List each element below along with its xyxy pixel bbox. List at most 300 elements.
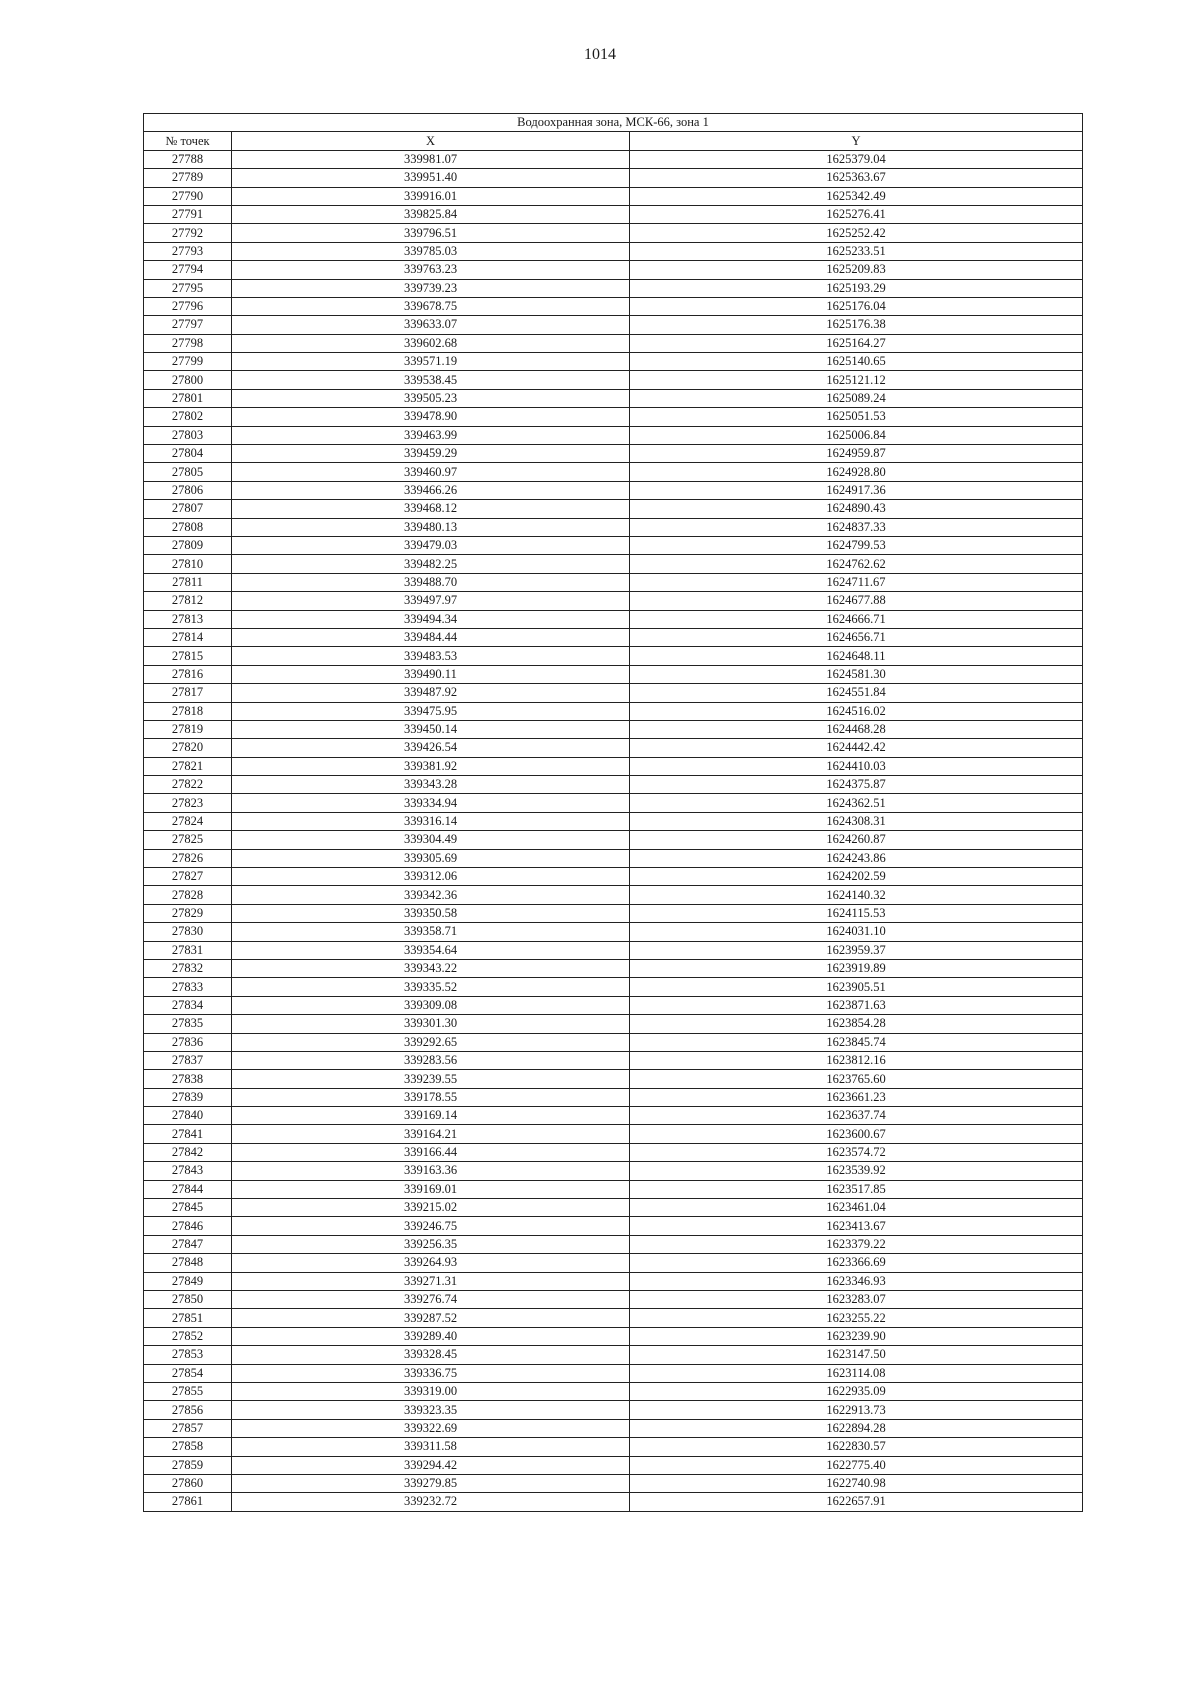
table-row: [144, 886, 1083, 904]
x-cell: 339312.06: [232, 868, 630, 886]
y-cell: 1623239.90: [630, 1327, 1083, 1345]
x-cell: 339304.49: [232, 831, 630, 849]
point-number-cell: 27790: [144, 187, 232, 205]
y-cell: 1625176.38: [630, 316, 1083, 334]
y-cell: 1624031.10: [630, 923, 1083, 941]
x-cell: 339426.54: [232, 739, 630, 757]
y-cell: 1624260.87: [630, 831, 1083, 849]
point-number-cell: 27847: [144, 1235, 232, 1253]
point-number-cell: 27835: [144, 1015, 232, 1033]
point-number-cell: 27832: [144, 959, 232, 977]
x-cell: 339538.45: [232, 371, 630, 389]
table-row: [144, 1125, 1083, 1143]
table-row: [144, 187, 1083, 205]
y-cell: 1622740.98: [630, 1474, 1083, 1492]
x-cell: 339479.03: [232, 536, 630, 554]
table-row: [144, 1456, 1083, 1474]
y-cell: 1623346.93: [630, 1272, 1083, 1290]
y-cell: 1625121.12: [630, 371, 1083, 389]
x-cell: 339951.40: [232, 169, 630, 187]
y-cell: 1622935.09: [630, 1382, 1083, 1400]
x-cell: 339480.13: [232, 518, 630, 536]
table-row: [144, 261, 1083, 279]
y-cell: 1624890.43: [630, 500, 1083, 518]
point-number-cell: 27839: [144, 1088, 232, 1106]
table-row: [144, 1493, 1083, 1511]
x-cell: 339336.75: [232, 1364, 630, 1382]
point-number-cell: 27856: [144, 1401, 232, 1419]
point-number-cell: 27858: [144, 1438, 232, 1456]
y-cell: 1625176.04: [630, 297, 1083, 315]
point-number-cell: 27861: [144, 1493, 232, 1511]
y-cell: 1623255.22: [630, 1309, 1083, 1327]
x-cell: 339478.90: [232, 408, 630, 426]
y-cell: 1623600.67: [630, 1125, 1083, 1143]
table-row: [144, 242, 1083, 260]
table-row: [144, 647, 1083, 665]
point-number-cell: 27836: [144, 1033, 232, 1051]
x-cell: 339494.34: [232, 610, 630, 628]
x-cell: 339981.07: [232, 150, 630, 168]
x-cell: 339319.00: [232, 1382, 630, 1400]
y-cell: 1623637.74: [630, 1107, 1083, 1125]
y-cell: 1624648.11: [630, 647, 1083, 665]
table-row: [144, 996, 1083, 1014]
point-number-cell: 27799: [144, 353, 232, 371]
point-number-cell: 27814: [144, 628, 232, 646]
table-row: [144, 702, 1083, 720]
point-number-cell: 27854: [144, 1364, 232, 1382]
y-cell: 1624656.71: [630, 628, 1083, 646]
x-cell: 339256.35: [232, 1235, 630, 1253]
point-number-cell: 27852: [144, 1327, 232, 1345]
x-cell: 339916.01: [232, 187, 630, 205]
point-number-cell: 27853: [144, 1346, 232, 1364]
table-row: [144, 628, 1083, 646]
table-row: [144, 812, 1083, 830]
table-row: [144, 904, 1083, 922]
point-number-cell: 27807: [144, 500, 232, 518]
point-number-cell: 27821: [144, 757, 232, 775]
y-cell: 1624928.80: [630, 463, 1083, 481]
x-cell: 339163.36: [232, 1162, 630, 1180]
table-row: [144, 1419, 1083, 1437]
point-number-cell: 27834: [144, 996, 232, 1014]
point-number-cell: 27813: [144, 610, 232, 628]
y-cell: 1625089.24: [630, 389, 1083, 407]
table-row: [144, 1107, 1083, 1125]
x-cell: 339309.08: [232, 996, 630, 1014]
table-row: [144, 959, 1083, 977]
table-row: [144, 518, 1083, 536]
y-cell: 1625051.53: [630, 408, 1083, 426]
table-row: [144, 923, 1083, 941]
point-number-cell: 27803: [144, 426, 232, 444]
table-row: [144, 1162, 1083, 1180]
page-number: 1014: [584, 46, 616, 63]
table-row: [144, 536, 1083, 554]
point-number-cell: 27788: [144, 150, 232, 168]
y-cell: 1624410.03: [630, 757, 1083, 775]
x-cell: 339483.53: [232, 647, 630, 665]
table-row: [144, 1474, 1083, 1492]
x-cell: 339488.70: [232, 573, 630, 591]
y-cell: 1624799.53: [630, 536, 1083, 554]
point-number-cell: 27808: [144, 518, 232, 536]
point-number-cell: 27802: [144, 408, 232, 426]
point-number-cell: 27817: [144, 684, 232, 702]
x-cell: 339482.25: [232, 555, 630, 573]
table-row: [144, 1364, 1083, 1382]
table-header-row: [144, 132, 1083, 150]
table-row: [144, 978, 1083, 996]
y-cell: 1623114.08: [630, 1364, 1083, 1382]
y-cell: 1624917.36: [630, 481, 1083, 499]
point-number-cell: 27789: [144, 169, 232, 187]
table-row: [144, 831, 1083, 849]
point-number-cell: 27845: [144, 1199, 232, 1217]
table-row: [144, 1401, 1083, 1419]
x-cell: 339294.42: [232, 1456, 630, 1474]
table-row: [144, 1217, 1083, 1235]
point-number-cell: 27798: [144, 334, 232, 352]
table-row: [144, 739, 1083, 757]
x-cell: 339602.68: [232, 334, 630, 352]
x-cell: 339678.75: [232, 297, 630, 315]
column-header-x: X: [232, 132, 630, 150]
y-cell: 1625209.83: [630, 261, 1083, 279]
table-row: [144, 610, 1083, 628]
y-cell: 1625164.27: [630, 334, 1083, 352]
table-row: [144, 1070, 1083, 1088]
column-header-point-number: № точек: [144, 132, 232, 150]
y-cell: 1623413.67: [630, 1217, 1083, 1235]
table-row: [144, 334, 1083, 352]
point-number-cell: 27826: [144, 849, 232, 867]
table-row: [144, 1088, 1083, 1106]
point-number-cell: 27840: [144, 1107, 232, 1125]
y-cell: 1624959.87: [630, 445, 1083, 463]
x-cell: 339459.29: [232, 445, 630, 463]
y-cell: 1622775.40: [630, 1456, 1083, 1474]
x-cell: 339301.30: [232, 1015, 630, 1033]
y-cell: 1623919.89: [630, 959, 1083, 977]
x-cell: 339322.69: [232, 1419, 630, 1437]
x-cell: 339232.72: [232, 1493, 630, 1511]
x-cell: 339279.85: [232, 1474, 630, 1492]
point-number-cell: 27795: [144, 279, 232, 297]
table-row: [144, 1291, 1083, 1309]
table-row: [144, 1309, 1083, 1327]
point-number-cell: 27846: [144, 1217, 232, 1235]
point-number-cell: 27816: [144, 665, 232, 683]
point-number-cell: 27810: [144, 555, 232, 573]
x-cell: 339316.14: [232, 812, 630, 830]
y-cell: 1624140.32: [630, 886, 1083, 904]
y-cell: 1624551.84: [630, 684, 1083, 702]
table-row: [144, 279, 1083, 297]
point-number-cell: 27812: [144, 592, 232, 610]
point-number-cell: 27841: [144, 1125, 232, 1143]
point-number-cell: 27833: [144, 978, 232, 996]
point-number-cell: 27822: [144, 776, 232, 794]
point-number-cell: 27831: [144, 941, 232, 959]
table-row: [144, 426, 1083, 444]
y-cell: 1624711.67: [630, 573, 1083, 591]
x-cell: 339633.07: [232, 316, 630, 334]
table-row: [144, 868, 1083, 886]
x-cell: 339283.56: [232, 1051, 630, 1069]
x-cell: 339334.94: [232, 794, 630, 812]
y-cell: 1623959.37: [630, 941, 1083, 959]
point-number-cell: 27823: [144, 794, 232, 812]
x-cell: 339475.95: [232, 702, 630, 720]
table-row: [144, 1254, 1083, 1272]
table-row: [144, 481, 1083, 499]
y-cell: 1624516.02: [630, 702, 1083, 720]
point-number-cell: 27819: [144, 720, 232, 738]
point-number-cell: 27824: [144, 812, 232, 830]
point-number-cell: 27791: [144, 205, 232, 223]
point-number-cell: 27844: [144, 1180, 232, 1198]
point-number-cell: 27849: [144, 1272, 232, 1290]
x-cell: 339166.44: [232, 1143, 630, 1161]
x-cell: 339739.23: [232, 279, 630, 297]
x-cell: 339490.11: [232, 665, 630, 683]
point-number-cell: 27804: [144, 445, 232, 463]
y-cell: 1624677.88: [630, 592, 1083, 610]
y-cell: 1623905.51: [630, 978, 1083, 996]
table-title-row: [144, 114, 1083, 132]
table-row: [144, 1272, 1083, 1290]
y-cell: 1625140.65: [630, 353, 1083, 371]
coordinates-table: [143, 113, 1083, 1512]
y-cell: 1622913.73: [630, 1401, 1083, 1419]
table-body: [144, 150, 1083, 1511]
table-row: [144, 389, 1083, 407]
table-row: [144, 684, 1083, 702]
table-row: [144, 757, 1083, 775]
point-number-cell: 27828: [144, 886, 232, 904]
point-number-cell: 27851: [144, 1309, 232, 1327]
point-number-cell: 27820: [144, 739, 232, 757]
point-number-cell: 27837: [144, 1051, 232, 1069]
table-row: [144, 592, 1083, 610]
point-number-cell: 27809: [144, 536, 232, 554]
point-number-cell: 27811: [144, 573, 232, 591]
y-cell: 1623661.23: [630, 1088, 1083, 1106]
x-cell: 339796.51: [232, 224, 630, 242]
table-row: [144, 500, 1083, 518]
table-row: [144, 665, 1083, 683]
x-cell: 339825.84: [232, 205, 630, 223]
y-cell: 1624375.87: [630, 776, 1083, 794]
x-cell: 339505.23: [232, 389, 630, 407]
table-row: [144, 849, 1083, 867]
y-cell: 1623854.28: [630, 1015, 1083, 1033]
y-cell: 1622657.91: [630, 1493, 1083, 1511]
y-cell: 1624115.53: [630, 904, 1083, 922]
x-cell: 339763.23: [232, 261, 630, 279]
x-cell: 339239.55: [232, 1070, 630, 1088]
y-cell: 1624762.62: [630, 555, 1083, 573]
x-cell: 339354.64: [232, 941, 630, 959]
x-cell: 339292.65: [232, 1033, 630, 1051]
y-cell: 1623539.92: [630, 1162, 1083, 1180]
point-number-cell: 27796: [144, 297, 232, 315]
x-cell: 339305.69: [232, 849, 630, 867]
y-cell: 1623147.50: [630, 1346, 1083, 1364]
table-title: Водоохранная зона, МСК-66, зона 1: [144, 114, 1083, 132]
table-row: [144, 1438, 1083, 1456]
y-cell: 1625379.04: [630, 150, 1083, 168]
y-cell: 1624468.28: [630, 720, 1083, 738]
table-row: [144, 408, 1083, 426]
x-cell: 339164.21: [232, 1125, 630, 1143]
point-number-cell: 27838: [144, 1070, 232, 1088]
x-cell: 339466.26: [232, 481, 630, 499]
x-cell: 339343.28: [232, 776, 630, 794]
x-cell: 339571.19: [232, 353, 630, 371]
y-cell: 1624308.31: [630, 812, 1083, 830]
table-row: [144, 445, 1083, 463]
table-row: [144, 1382, 1083, 1400]
x-cell: 339497.97: [232, 592, 630, 610]
y-cell: 1623379.22: [630, 1235, 1083, 1253]
x-cell: 339276.74: [232, 1291, 630, 1309]
point-number-cell: 27793: [144, 242, 232, 260]
table-row: [144, 353, 1083, 371]
point-number-cell: 27859: [144, 1456, 232, 1474]
table-row: [144, 555, 1083, 573]
table-row: [144, 1143, 1083, 1161]
y-cell: 1624837.33: [630, 518, 1083, 536]
y-cell: 1625342.49: [630, 187, 1083, 205]
y-cell: 1623574.72: [630, 1143, 1083, 1161]
x-cell: 339342.36: [232, 886, 630, 904]
column-header-y: Y: [630, 132, 1083, 150]
y-cell: 1624202.59: [630, 868, 1083, 886]
point-number-cell: 27850: [144, 1291, 232, 1309]
table-row: [144, 1180, 1083, 1198]
point-number-cell: 27829: [144, 904, 232, 922]
point-number-cell: 27825: [144, 831, 232, 849]
x-cell: 339178.55: [232, 1088, 630, 1106]
x-cell: 339381.92: [232, 757, 630, 775]
table-row: [144, 794, 1083, 812]
x-cell: 339328.45: [232, 1346, 630, 1364]
point-number-cell: 27801: [144, 389, 232, 407]
x-cell: 339169.01: [232, 1180, 630, 1198]
point-number-cell: 27806: [144, 481, 232, 499]
table-row: [144, 1033, 1083, 1051]
y-cell: 1624243.86: [630, 849, 1083, 867]
table-row: [144, 371, 1083, 389]
y-cell: 1625363.67: [630, 169, 1083, 187]
x-cell: 339463.99: [232, 426, 630, 444]
point-number-cell: 27830: [144, 923, 232, 941]
y-cell: 1623812.16: [630, 1051, 1083, 1069]
x-cell: 339264.93: [232, 1254, 630, 1272]
table-row: [144, 1015, 1083, 1033]
y-cell: 1625193.29: [630, 279, 1083, 297]
x-cell: 339450.14: [232, 720, 630, 738]
y-cell: 1625276.41: [630, 205, 1083, 223]
point-number-cell: 27848: [144, 1254, 232, 1272]
x-cell: 339487.92: [232, 684, 630, 702]
table-row: [144, 1199, 1083, 1217]
y-cell: 1623366.69: [630, 1254, 1083, 1272]
x-cell: 339323.35: [232, 1401, 630, 1419]
table-row: [144, 1051, 1083, 1069]
point-number-cell: 27818: [144, 702, 232, 720]
point-number-cell: 27800: [144, 371, 232, 389]
point-number-cell: 27794: [144, 261, 232, 279]
y-cell: 1625233.51: [630, 242, 1083, 260]
table-row: [144, 463, 1083, 481]
y-cell: 1623283.07: [630, 1291, 1083, 1309]
table-row: [144, 776, 1083, 794]
y-cell: 1624581.30: [630, 665, 1083, 683]
x-cell: 339350.58: [232, 904, 630, 922]
point-number-cell: 27855: [144, 1382, 232, 1400]
table-row: [144, 720, 1083, 738]
y-cell: 1622830.57: [630, 1438, 1083, 1456]
point-number-cell: 27842: [144, 1143, 232, 1161]
x-cell: 339289.40: [232, 1327, 630, 1345]
y-cell: 1623765.60: [630, 1070, 1083, 1088]
table-row: [144, 224, 1083, 242]
y-cell: 1625006.84: [630, 426, 1083, 444]
point-number-cell: 27797: [144, 316, 232, 334]
y-cell: 1623871.63: [630, 996, 1083, 1014]
x-cell: 339287.52: [232, 1309, 630, 1327]
y-cell: 1624666.71: [630, 610, 1083, 628]
x-cell: 339169.14: [232, 1107, 630, 1125]
table-row: [144, 316, 1083, 334]
table-row: [144, 169, 1083, 187]
x-cell: 339785.03: [232, 242, 630, 260]
x-cell: 339271.31: [232, 1272, 630, 1290]
table-row: [144, 150, 1083, 168]
x-cell: 339343.22: [232, 959, 630, 977]
x-cell: 339460.97: [232, 463, 630, 481]
point-number-cell: 27843: [144, 1162, 232, 1180]
point-number-cell: 27827: [144, 868, 232, 886]
point-number-cell: 27805: [144, 463, 232, 481]
y-cell: 1625252.42: [630, 224, 1083, 242]
x-cell: 339335.52: [232, 978, 630, 996]
y-cell: 1624362.51: [630, 794, 1083, 812]
point-number-cell: 27857: [144, 1419, 232, 1437]
y-cell: 1623517.85: [630, 1180, 1083, 1198]
table-row: [144, 1235, 1083, 1253]
table-row: [144, 941, 1083, 959]
table-row: [144, 1346, 1083, 1364]
y-cell: 1623461.04: [630, 1199, 1083, 1217]
table-row: [144, 573, 1083, 591]
x-cell: 339311.58: [232, 1438, 630, 1456]
x-cell: 339246.75: [232, 1217, 630, 1235]
table-row: [144, 1327, 1083, 1345]
x-cell: 339215.02: [232, 1199, 630, 1217]
x-cell: 339358.71: [232, 923, 630, 941]
x-cell: 339484.44: [232, 628, 630, 646]
point-number-cell: 27815: [144, 647, 232, 665]
x-cell: 339468.12: [232, 500, 630, 518]
y-cell: 1623845.74: [630, 1033, 1083, 1051]
y-cell: 1622894.28: [630, 1419, 1083, 1437]
